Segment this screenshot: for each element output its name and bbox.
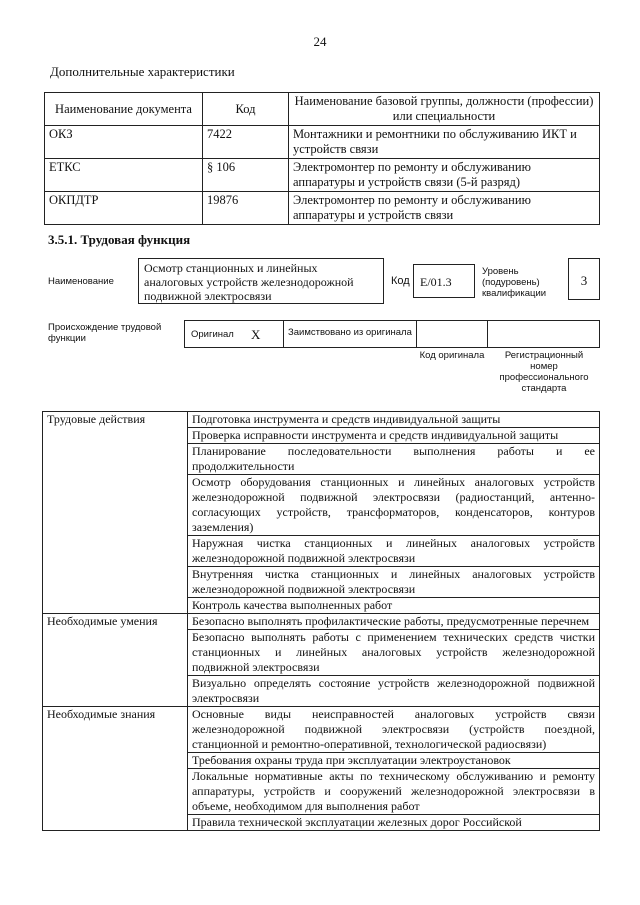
page-number: 24 (313, 34, 327, 49)
name-label: Наименование (48, 276, 114, 287)
function-name-box: Осмотр станционных и линейных аналоговых устройств железнодорожной подвижной электросвязи (138, 258, 384, 304)
labor-action-item: Наружная чистка станционных и линейных аналоговых устройств железнодорожной подвижной электросвязи (188, 536, 600, 567)
document-name-cell: ЕТКС (45, 159, 203, 192)
labor-actions-label: Трудовые действия (43, 412, 188, 614)
group-name-cell: Электромонтер по ремонту и обслуживанию аппаратуры и устройств связи (289, 192, 600, 225)
labor-action-item: Осмотр оборудования станционных и линейных аналоговых устройств железнодорожной подвижной электросвязи (радиостанций, антенно-согласующих устройств, трансформаторов, конденсаторов, контуров заземления) (188, 475, 600, 536)
qualification-level-label: Уровень (подуровень) квалификации (482, 266, 547, 299)
borrowed-cell (283, 320, 417, 348)
labor-action-item: Проверка исправности инструмента и средств индивидуальной защиты (188, 428, 600, 444)
code-original-cell (416, 320, 488, 348)
knowledge-item: Требования охраны труда при эксплуатации электроустановок (188, 753, 600, 769)
table-row (43, 614, 600, 630)
required-knowledge-label: Необходимые знания (43, 707, 188, 831)
additional-characteristics-table (44, 92, 600, 225)
skill-item: Визуально определять состояние устройств железнодорожной подвижной электросвязи (188, 676, 600, 707)
labor-action-item: Внутренняя чистка станционных и линейных аналоговых устройств железнодорожной подвижной электросвязи (188, 567, 600, 598)
table-row (43, 707, 600, 753)
table-row (45, 126, 600, 159)
code-cell: § 106 (203, 159, 289, 192)
origin-label: Происхождение трудовой функции (48, 322, 162, 344)
document-name-cell: ОКЗ (45, 126, 203, 159)
labor-action-item: Планирование последовательности выполнения работы и ее продолжительности (188, 444, 600, 475)
table-row (45, 159, 600, 192)
knowledge-item: Локальные нормативные акты по техническому обслуживанию и ремонту аппаратуры, устройств и сооружений железнодорожной электросвязи в объеме, необходимом для выполнения работ (188, 769, 600, 815)
original-label: Оригинал (191, 329, 234, 340)
code-cell: 7422 (203, 126, 289, 159)
table-row (45, 192, 600, 225)
knowledge-item: Основные виды неисправностей аналоговых устройств связи железнодорожной подвижной электросвязи (устройств поездной, станционной и ремонтно-оперативной, технологической радиосвязи) (188, 707, 600, 753)
document-name-cell: ОКПДТР (45, 192, 203, 225)
section-title: 3.5.1. Трудовая функция (48, 232, 191, 247)
labor-function-details-table (42, 411, 600, 831)
qualification-level-box: 3 (568, 258, 600, 300)
skill-item: Безопасно выполнять работы с применением технических средств чистки станционных и линейных аналоговых устройств железнодорожной подвижной электросвязи (188, 630, 600, 676)
code-original-label: Код оригинала (419, 350, 485, 361)
required-skills-label: Необходимые умения (43, 614, 188, 707)
borrowed-label: Заимствовано из оригинала (288, 327, 412, 338)
column-header: Наименование документа (45, 93, 203, 126)
reg-number-label: Регистрационный номер профессионального стандарта (499, 350, 589, 394)
column-header: Наименование базовой группы, должности (профессии) или специальности (289, 93, 600, 126)
table-row (43, 412, 600, 428)
additional-characteristics-title: Дополнительные характеристики (50, 64, 235, 79)
code-cell: 19876 (203, 192, 289, 225)
group-name-cell: Монтажники и ремонтники по обслуживанию ИКТ и устройств связи (289, 126, 600, 159)
labor-action-item: Контроль качества выполненных работ (188, 598, 600, 614)
knowledge-item: Правила технической эксплуатации железных дорог Российской (188, 815, 600, 831)
labor-action-item: Подготовка инструмента и средств индивидуальной защиты (188, 412, 600, 428)
original-cell (184, 320, 284, 348)
original-mark: X (251, 327, 261, 342)
reg-number-cell (487, 320, 600, 348)
table-header-row (45, 93, 600, 126)
skill-item: Безопасно выполнять профилактические работы, предусмотренные перечнем (188, 614, 600, 630)
column-header: Код (203, 93, 289, 126)
group-name-cell: Электромонтер по ремонту и обслуживанию аппаратуры и устройств связи (5-й разряд) (289, 159, 600, 192)
code-label: Код (391, 275, 410, 287)
function-code-box: E/01.3 (413, 264, 475, 298)
